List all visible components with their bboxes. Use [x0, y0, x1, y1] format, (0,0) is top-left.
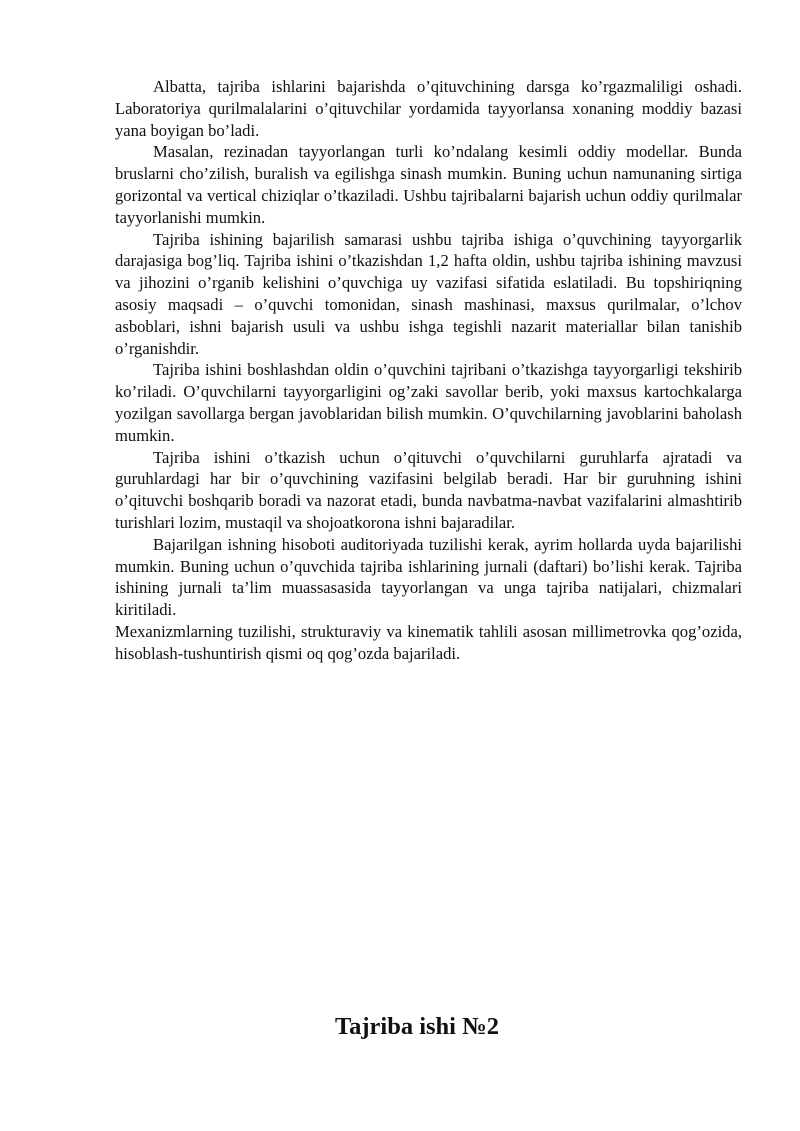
paragraph: Masalan, rezinadan tayyorlangan turli ko’ndalang kesimli oddiy modellar. Bunda bruslarni cho’zilish, buralish va egilishga sinash mumkin. Buning uchun namunaning sirtiga gorizontal va vertical chiziqlar o’tkaziladi. Ushbu tajribalarni bajarish uchun oddiy qurilmalar tayyorlanishi mumkin. [115, 142, 742, 227]
paragraph: Tajriba ishini boshlashdan oldin o’quvchini tajribani o’tkazishga tayyorgarligi tekshirib ko’riladi. O’quvchilarni tayyorgarligini og’zaki savollar berib, yoki maxsus kartochkalarga yozilgan savollarga bergan javoblaridan bilish mumkin. O’quvchilarning javoblarini baholash mumkin. [115, 360, 742, 445]
body-text [115, 76, 742, 665]
paragraph: Tajriba ishini o’tkazish uchun o’qituvchi o’quvchilarni guruhlarfa ajratadi va guruhlardagi har bir o’quvchining vazifasini belgilab beradi. Har bir guruhning ishini o’qituvchi boshqarib boradi va nazorat etadi, bunda navbatma-navbat vazifalarini almashtirib turishlari lozim, mustaqil va shojoatkorona ishni bajaradilar. [115, 447, 742, 532]
section-heading: Tajriba ishi №2 [335, 1013, 499, 1040]
paragraph: Mexanizmlarning tuzilishi, strukturaviy va kinematik tahlili asosan millimetrovka qog’ozida, hisoblash-tushuntirish qismi oq qog’ozda bajariladi. [115, 621, 742, 663]
paragraph: Tajriba ishining bajarilish samarasi ushbu tajriba ishiga o’quvchining tayyorgarlik darajasiga bog’liq. Tajriba ishini o’tkazishdan 1,2 hafta oldin, ushbu tajriba ishining mavzusi va jihozini o’rganib kelishini o’quvchiga uy vazifasi sifatida eslatiladi. Bu topshiriqning asosiy maqsadi – o’quvchi tomonidan, sinash mashinasi, maxsus qurilmalar, o’lchov asboblari, ishni bajarish usuli va ushbu ishga tegishli nazarit materiallar bilan tanishib o’rganishdir. [115, 229, 742, 358]
paragraph: Bajarilgan ishning hisoboti auditoriyada tuzilishi kerak, ayrim hollarda uyda bajarilishi mumkin. Buning uchun o’quvchida tajriba ishlarining jurnali (daftari) bo’lishi kerak. Tajriba ishining jurnali ta’lim muassasasida tayyorlangan va unga tajriba natijalari, chizmalari kiritiladi. [115, 534, 742, 620]
paragraph: Albatta, tajriba ishlarini bajarishda o’qituvchining darsga ko’rgazmaliligi oshadi. Laboratoriya qurilmalalarini o’qituvchilar yordamida tayyorlansa xonaning moddiy bazasi yana boyigan bo’ladi. [115, 77, 742, 140]
